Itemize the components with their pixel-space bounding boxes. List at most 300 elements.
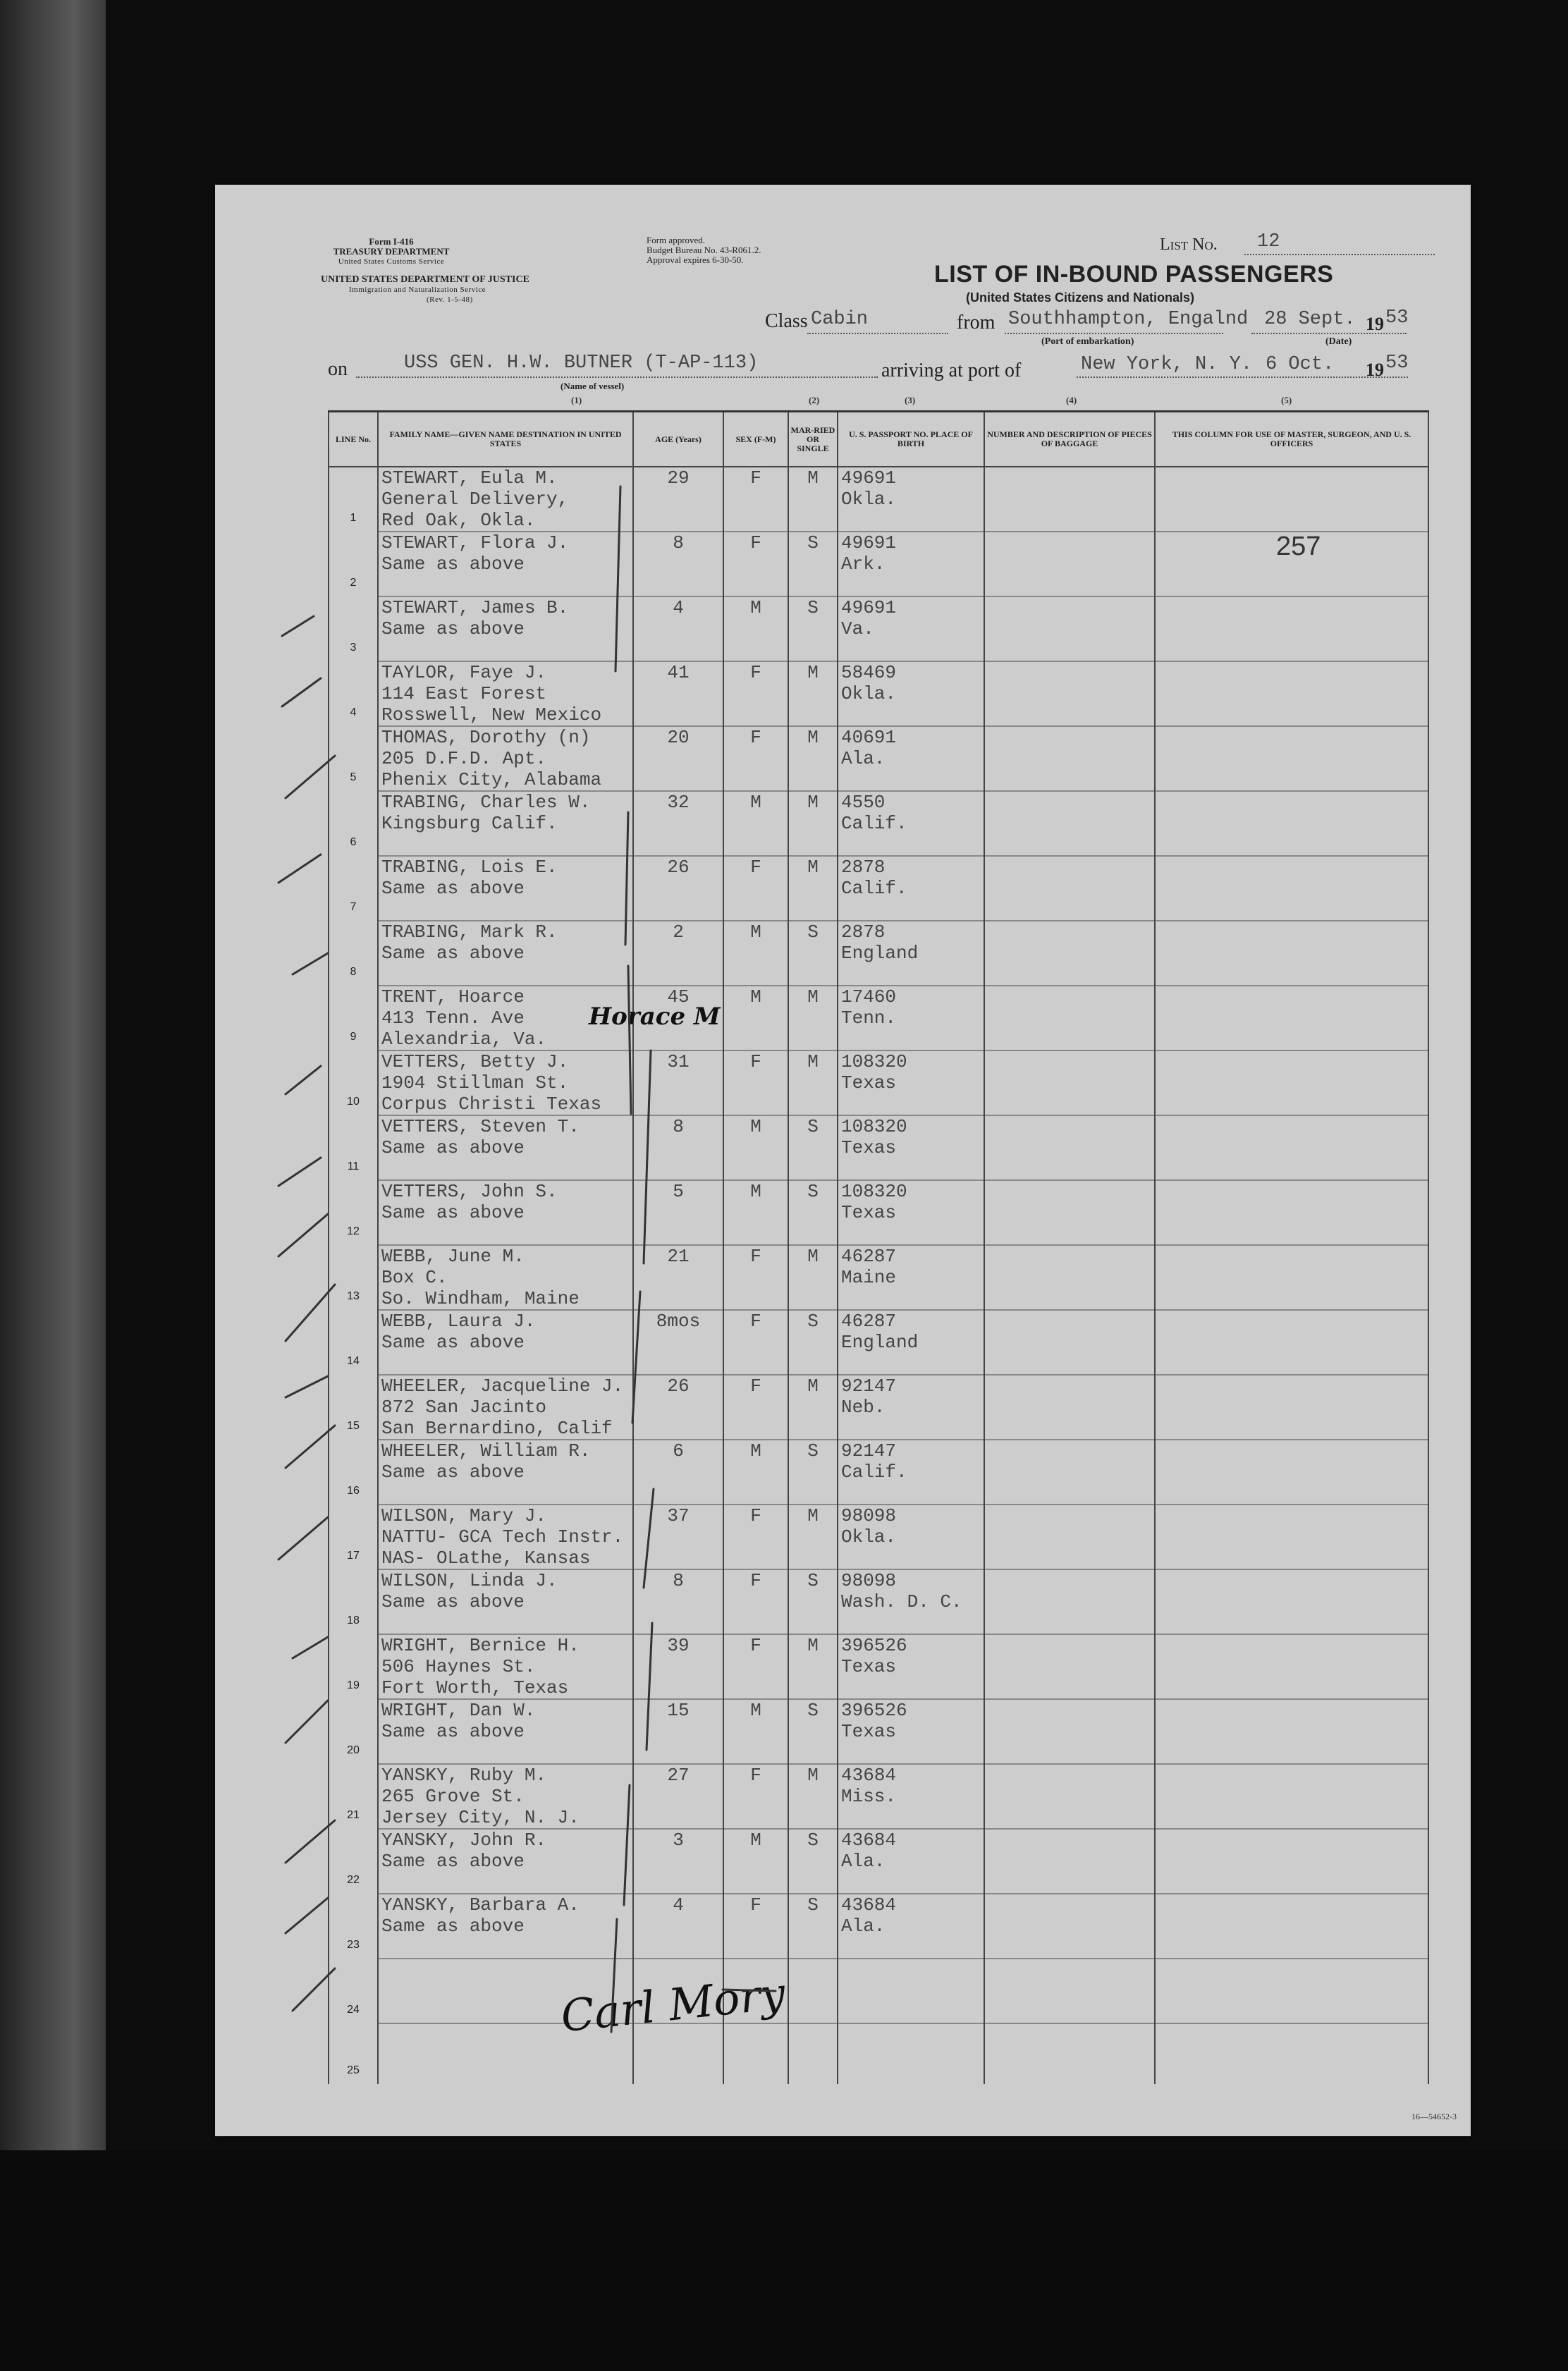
place-of-birth: Ark.: [841, 553, 886, 575]
destination: Box C. So. Windham, Maine: [381, 1267, 580, 1309]
col-num-4: (4): [1066, 395, 1077, 405]
table-row: [329, 1894, 1428, 1959]
passport-number: 49691: [841, 532, 897, 553]
header-passport: U. S. PASSPORT NO. PLACE OF BIRTH: [838, 412, 984, 467]
marital-cell: S: [788, 1310, 838, 1375]
marital-cell: M: [788, 1764, 838, 1829]
age-cell: 8: [633, 532, 723, 596]
line-number-label: 8: [350, 966, 357, 978]
place-of-birth: Calif.: [841, 878, 907, 899]
marital-cell: M: [788, 1375, 838, 1440]
passenger-name: THOMAS, Dorothy (n): [381, 727, 591, 748]
age-cell: 32: [633, 791, 723, 856]
passenger-name: VETTERS, John S.: [381, 1181, 558, 1202]
destination: Same as above: [381, 1202, 525, 1223]
date2-year: 53: [1385, 353, 1409, 374]
line-number-label: 18: [347, 1615, 360, 1626]
budget-bureau: Budget Bureau No. 43-R061.2.: [647, 245, 761, 255]
age-cell: 5: [633, 1180, 723, 1245]
officer-use-cell: [1155, 986, 1428, 1050]
line-number: [329, 1050, 378, 1115]
sex-cell: M: [723, 1115, 788, 1180]
baggage-cell: [984, 986, 1155, 1050]
table-row: [329, 1505, 1428, 1569]
passport-cell: [838, 1115, 984, 1180]
table-row: [329, 661, 1428, 726]
passenger-name: TRABING, Charles W.: [381, 792, 591, 813]
line-number-label: 25: [347, 2064, 360, 2076]
passenger-name-cell: [378, 1115, 633, 1180]
officer-use-cell: [1155, 1310, 1428, 1375]
marital-cell: M: [788, 1050, 838, 1115]
table-row: [329, 2023, 1428, 2084]
passenger-name-cell: [378, 596, 633, 661]
destination: Kingsburg Calif.: [381, 813, 558, 834]
table-row: [329, 791, 1428, 856]
age-cell: 4: [633, 1894, 723, 1959]
passenger-name-cell: [378, 1505, 633, 1569]
officer-use-cell: [1155, 467, 1428, 532]
passport-number: 108320: [841, 1051, 907, 1072]
passport-number: 40691: [841, 727, 897, 748]
officer-use-cell: [1155, 1829, 1428, 1894]
passenger-name-cell: [378, 1829, 633, 1894]
sex-cell: M: [723, 596, 788, 661]
passenger-name-cell: [378, 1245, 633, 1310]
table-row: [329, 1829, 1428, 1894]
passenger-name: YANSKY, Ruby M.: [381, 1765, 547, 1786]
handwritten-correction: Horace M: [589, 1003, 721, 1031]
age-cell: 8: [633, 1569, 723, 1634]
header-baggage: NUMBER AND DESCRIPTION OF PIECES OF BAGGAGE: [984, 412, 1155, 467]
passport-cell: [838, 1829, 984, 1894]
marital-cell: S: [788, 921, 838, 986]
marital-cell: S: [788, 596, 838, 661]
destination: Same as above: [381, 943, 525, 964]
age-cell: 27: [633, 1764, 723, 1829]
header-married: MAR-RIED OR SINGLE: [788, 412, 838, 467]
passport-cell: [838, 1310, 984, 1375]
baggage-cell: [984, 921, 1155, 986]
place-of-birth: Calif.: [841, 813, 907, 834]
baggage-cell: [984, 467, 1155, 532]
place-of-birth: Texas: [841, 1721, 897, 1742]
destination: Same as above: [381, 878, 525, 899]
sex-cell: F: [723, 1505, 788, 1569]
place-of-birth: England: [841, 943, 919, 964]
age-cell: 15: [633, 1699, 723, 1764]
passport-number: 2878: [841, 921, 886, 943]
age-cell: 3: [633, 1829, 723, 1894]
table-row: [329, 1440, 1428, 1505]
passenger-name: WEBB, Laura J.: [381, 1311, 536, 1332]
passenger-name: WRIGHT, Bernice H.: [381, 1635, 580, 1656]
place-of-birth: England: [841, 1332, 919, 1353]
marital-cell: M: [788, 1245, 838, 1310]
baggage-cell: [984, 1569, 1155, 1634]
table-row: [329, 856, 1428, 921]
place-of-birth: Ala.: [841, 1851, 886, 1872]
officer-use-cell: [1155, 726, 1428, 791]
passport-number: 2878: [841, 857, 886, 878]
sex-cell: M: [723, 791, 788, 856]
passport-number: 46287: [841, 1246, 897, 1267]
passport-cell: [838, 1180, 984, 1245]
marital-cell: [788, 1959, 838, 2023]
passenger-name-cell: [378, 856, 633, 921]
passport-number: 17460: [841, 986, 897, 1007]
passport-number: 58469: [841, 662, 897, 683]
destination: 872 San Jacinto San Bernardino, Calif: [381, 1397, 613, 1439]
passenger-name: TRABING, Lois E.: [381, 857, 558, 878]
ins-service: Immigration and Naturalization Service: [349, 286, 486, 294]
sex-cell: M: [723, 986, 788, 1050]
passport-cell: [838, 661, 984, 726]
sex-cell: F: [723, 1310, 788, 1375]
officer-use-cell: [1155, 661, 1428, 726]
place-of-birth: Texas: [841, 1137, 897, 1158]
passport-number: 49691: [841, 467, 897, 489]
date1-value: 28 Sept.: [1264, 309, 1356, 330]
date2-year-prefix: 19: [1366, 360, 1384, 380]
place-of-birth: Maine: [841, 1267, 897, 1288]
passport-cell: [838, 1634, 984, 1699]
age-cell: 8: [633, 1115, 723, 1180]
sex-cell: F: [723, 1894, 788, 1959]
destination: Same as above: [381, 1462, 525, 1483]
passenger-name-cell: [378, 1764, 633, 1829]
passenger-name-cell: [378, 661, 633, 726]
passport-cell: [838, 921, 984, 986]
on-label: on: [328, 358, 348, 380]
destination: 1904 Stillman St. Corpus Christi Texas: [381, 1072, 602, 1115]
marital-cell: M: [788, 856, 838, 921]
passenger-name-cell: [378, 1375, 633, 1440]
passenger-name: VETTERS, Steven T.: [381, 1116, 580, 1137]
line-number: [329, 661, 378, 726]
passenger-name: YANSKY, John R.: [381, 1830, 547, 1851]
passport-cell: [838, 467, 984, 532]
baggage-cell: [984, 2023, 1155, 2084]
line-number: [329, 1634, 378, 1699]
table-row: [329, 1959, 1428, 2023]
passport-number: 396526: [841, 1700, 907, 1721]
sex-cell: M: [723, 1440, 788, 1505]
place-of-birth: Calif.: [841, 1462, 907, 1483]
passenger-name-cell: [378, 1894, 633, 1959]
justice-dept: UNITED STATES DEPARTMENT OF JUSTICE: [321, 274, 529, 285]
line-number-label: 17: [347, 1550, 360, 1562]
baggage-cell: [984, 1180, 1155, 1245]
table-row: [329, 1115, 1428, 1180]
list-no-line: [1244, 254, 1435, 255]
destination: 506 Haynes St. Fort Worth, Texas: [381, 1656, 569, 1698]
arriving-label: arriving at port of: [881, 360, 1022, 381]
line-number-label: 13: [347, 1290, 360, 1302]
passenger-name-cell: [378, 1310, 633, 1375]
line-number: [329, 1180, 378, 1245]
table-row: [329, 1245, 1428, 1310]
class-label: Class: [765, 310, 808, 332]
place-of-birth: Tenn.: [841, 1007, 897, 1029]
col-num-3: (3): [905, 395, 916, 405]
header-officers: THIS COLUMN FOR USE OF MASTER, SURGEON, AND U. S. OFFICERS: [1155, 412, 1428, 467]
sex-cell: F: [723, 532, 788, 596]
line-number-label: 11: [347, 1160, 360, 1172]
baggage-cell: [984, 1959, 1155, 2023]
from-label: from: [957, 312, 996, 333]
baggage-cell: [984, 661, 1155, 726]
header-name: FAMILY NAME—GIVEN NAME DESTINATION IN UNITED STATES: [378, 412, 633, 467]
sex-cell: F: [723, 661, 788, 726]
table-row: [329, 986, 1428, 1050]
table-row: [329, 596, 1428, 661]
passenger-name-cell: [378, 1634, 633, 1699]
sex-cell: M: [723, 1699, 788, 1764]
form-number: Form I-416: [369, 236, 414, 247]
place-of-birth: Okla.: [841, 1526, 897, 1548]
place-of-birth: Okla.: [841, 489, 897, 510]
baggage-cell: [984, 856, 1155, 921]
line-number-label: 5: [350, 771, 357, 783]
passport-cell: [838, 791, 984, 856]
baggage-cell: [984, 1245, 1155, 1310]
passport-number: 108320: [841, 1116, 907, 1137]
list-no-value: 12: [1257, 231, 1280, 252]
passenger-name-cell: [378, 791, 633, 856]
line-number: [329, 1505, 378, 1569]
officer-use-cell: [1155, 1959, 1428, 2023]
age-cell: 29: [633, 467, 723, 532]
header-sex: SEX (F-M): [723, 412, 788, 467]
passport-number: 4550: [841, 792, 886, 813]
officer-use-cell: [1155, 1569, 1428, 1634]
destination: Same as above: [381, 1332, 525, 1353]
officer-use-cell: [1155, 1115, 1428, 1180]
place-of-birth: Ala.: [841, 1916, 886, 1937]
passenger-name: STEWART, James B.: [381, 597, 569, 618]
officer-use-cell: [1155, 2023, 1428, 2084]
age-cell: 45: [633, 986, 723, 1050]
age-cell: 21: [633, 1245, 723, 1310]
line-number: [329, 1764, 378, 1829]
destination: Same as above: [381, 1851, 525, 1872]
passport-cell: [838, 532, 984, 596]
marital-cell: S: [788, 1894, 838, 1959]
passenger-name-cell: [378, 1440, 633, 1505]
sex-cell: F: [723, 1764, 788, 1829]
passport-number: 46287: [841, 1311, 897, 1332]
officer-use-cell: [1155, 1245, 1428, 1310]
baggage-cell: [984, 596, 1155, 661]
table-row: [329, 1699, 1428, 1764]
passport-number: 92147: [841, 1440, 897, 1462]
passport-cell: [838, 986, 984, 1050]
line-number: [329, 596, 378, 661]
officer-use-cell: [1155, 1440, 1428, 1505]
table-row: [329, 726, 1428, 791]
passport-cell: [838, 1375, 984, 1440]
line-number: [329, 856, 378, 921]
passenger-name-cell: [378, 726, 633, 791]
officer-use-cell: [1155, 1050, 1428, 1115]
age-cell: 6: [633, 1440, 723, 1505]
age-cell: 4: [633, 596, 723, 661]
age-cell: 8mos: [633, 1310, 723, 1375]
destination: Same as above: [381, 1916, 525, 1937]
place-of-birth: Texas: [841, 1202, 897, 1223]
age-cell: 2: [633, 921, 723, 986]
line-number-label: 19: [347, 1679, 360, 1691]
passenger-name: STEWART, Flora J.: [381, 532, 569, 553]
line-number: [329, 1894, 378, 1959]
header-line-no: LINE No.: [329, 412, 378, 467]
age-cell: 31: [633, 1050, 723, 1115]
passenger-name: WILSON, Linda J.: [381, 1570, 558, 1591]
line-number: [329, 1310, 378, 1375]
sex-cell: M: [723, 1829, 788, 1894]
line-number-label: 6: [350, 836, 357, 848]
destination: Same as above: [381, 1721, 525, 1742]
form-agency-block: [321, 237, 462, 266]
destination: Same as above: [381, 1137, 525, 1158]
signature: Carl Mory: [558, 1967, 788, 2042]
passenger-name: TRABING, Mark R.: [381, 921, 558, 943]
line-number-label: 14: [347, 1355, 360, 1367]
passport-number: 396526: [841, 1635, 907, 1656]
passport-number: 43684: [841, 1894, 897, 1916]
destination: Same as above: [381, 618, 525, 639]
marital-cell: M: [788, 1505, 838, 1569]
baggage-cell: [984, 1310, 1155, 1375]
age-cell: 20: [633, 726, 723, 791]
approval-expires: Approval expires 6-30-50.: [647, 255, 744, 265]
line-number-label: 3: [350, 642, 357, 654]
passport-number: 108320: [841, 1181, 907, 1202]
class-value: Cabin: [811, 309, 869, 330]
marital-cell: M: [788, 791, 838, 856]
sex-cell: F: [723, 1245, 788, 1310]
destination: 413 Tenn. Ave Alexandria, Va.: [381, 1007, 547, 1050]
sex-cell: F: [723, 1050, 788, 1115]
line-number: [329, 1699, 378, 1764]
marital-cell: S: [788, 1115, 838, 1180]
marital-cell: M: [788, 986, 838, 1050]
line-number-label: 4: [350, 706, 357, 718]
line-number: [329, 532, 378, 596]
destination: 205 D.F.D. Apt. Phenix City, Alabama: [381, 748, 602, 790]
line-number-label: 7: [350, 901, 357, 913]
baggage-cell: [984, 1115, 1155, 1180]
scan-bottom-edge: [0, 2150, 1568, 2371]
line-number-label: 2: [350, 577, 357, 589]
line-number: [329, 791, 378, 856]
passport-number: 98098: [841, 1570, 897, 1591]
revision-date: (Rev. 1-5-48): [427, 295, 473, 304]
sex-cell: F: [723, 856, 788, 921]
line-number-label: 24: [347, 2004, 360, 2016]
officer-use-cell: [1155, 1764, 1428, 1829]
passport-cell: [838, 1764, 984, 1829]
line-number-label: 20: [347, 1744, 360, 1756]
passport-cell: [838, 1959, 984, 2023]
table-row: [329, 1050, 1428, 1115]
officer-use-cell: [1155, 856, 1428, 921]
officer-use-cell: [1155, 1505, 1428, 1569]
baggage-cell: [984, 1440, 1155, 1505]
baggage-cell: [984, 1829, 1155, 1894]
line-number: [329, 1375, 378, 1440]
footer-code: 16—54652-3: [1411, 2112, 1457, 2121]
date1-year-prefix: 19: [1366, 314, 1384, 334]
sex-cell: M: [723, 921, 788, 986]
passenger-name-cell: [378, 1050, 633, 1115]
customs-service: United States Customs Service: [338, 257, 445, 266]
place-of-birth: Va.: [841, 618, 874, 639]
age-cell: 39: [633, 1634, 723, 1699]
sex-cell: F: [723, 1634, 788, 1699]
approval-block: [647, 235, 830, 265]
line-number-label: 21: [347, 1809, 360, 1821]
passenger-name-cell: [378, 532, 633, 596]
passport-number: 92147: [841, 1376, 897, 1397]
sex-cell: F: [723, 726, 788, 791]
table-row: [329, 1569, 1428, 1634]
table-row: [329, 532, 1428, 596]
place-of-birth: Texas: [841, 1072, 897, 1093]
passport-number: 43684: [841, 1765, 897, 1786]
passport-cell: [838, 856, 984, 921]
passenger-name: WHEELER, Jacqueline J.: [381, 1376, 624, 1397]
line-number: [329, 1959, 378, 2023]
col-num-1: (1): [571, 395, 582, 405]
marital-cell: S: [788, 1699, 838, 1764]
baggage-cell: [984, 1764, 1155, 1829]
baggage-cell: [984, 1050, 1155, 1115]
header-age: AGE (Years): [633, 412, 723, 467]
table-row: [329, 467, 1428, 532]
place-of-birth: Texas: [841, 1656, 897, 1677]
class-line: [807, 333, 948, 334]
line-number-label: 15: [347, 1420, 360, 1432]
officer-use-cell: [1155, 596, 1428, 661]
baggage-cell: [984, 532, 1155, 596]
passport-cell: [838, 1050, 984, 1115]
passenger-name: VETTERS, Betty J.: [381, 1051, 569, 1072]
age-cell: 26: [633, 1375, 723, 1440]
passport-cell: [838, 2023, 984, 2084]
officer-use-cell: [1155, 921, 1428, 986]
line-number-label: 10: [347, 1096, 360, 1108]
vessel-line: [356, 376, 878, 378]
passenger-name: TAYLOR, Faye J.: [381, 662, 547, 683]
passenger-name-cell: [378, 467, 633, 532]
from-value: Southhampton, Engalnd: [1008, 309, 1249, 330]
marital-cell: M: [788, 467, 838, 532]
table-row: [329, 1764, 1428, 1829]
line-number: [329, 921, 378, 986]
baggage-cell: [984, 791, 1155, 856]
port-embark-caption: (Port of embarkation): [1041, 336, 1134, 347]
passenger-name: WHEELER, William R.: [381, 1440, 591, 1462]
passport-cell: [838, 1699, 984, 1764]
passenger-name-cell: [378, 1180, 633, 1245]
form-approved: Form approved.: [647, 235, 706, 245]
manifest-form: [215, 185, 1471, 2136]
officer-stamp: 257: [1276, 532, 1321, 561]
passenger-name-cell: [378, 1699, 633, 1764]
destination: NATTU- GCA Tech Instr. NAS- OLathe, Kansas: [381, 1526, 624, 1569]
